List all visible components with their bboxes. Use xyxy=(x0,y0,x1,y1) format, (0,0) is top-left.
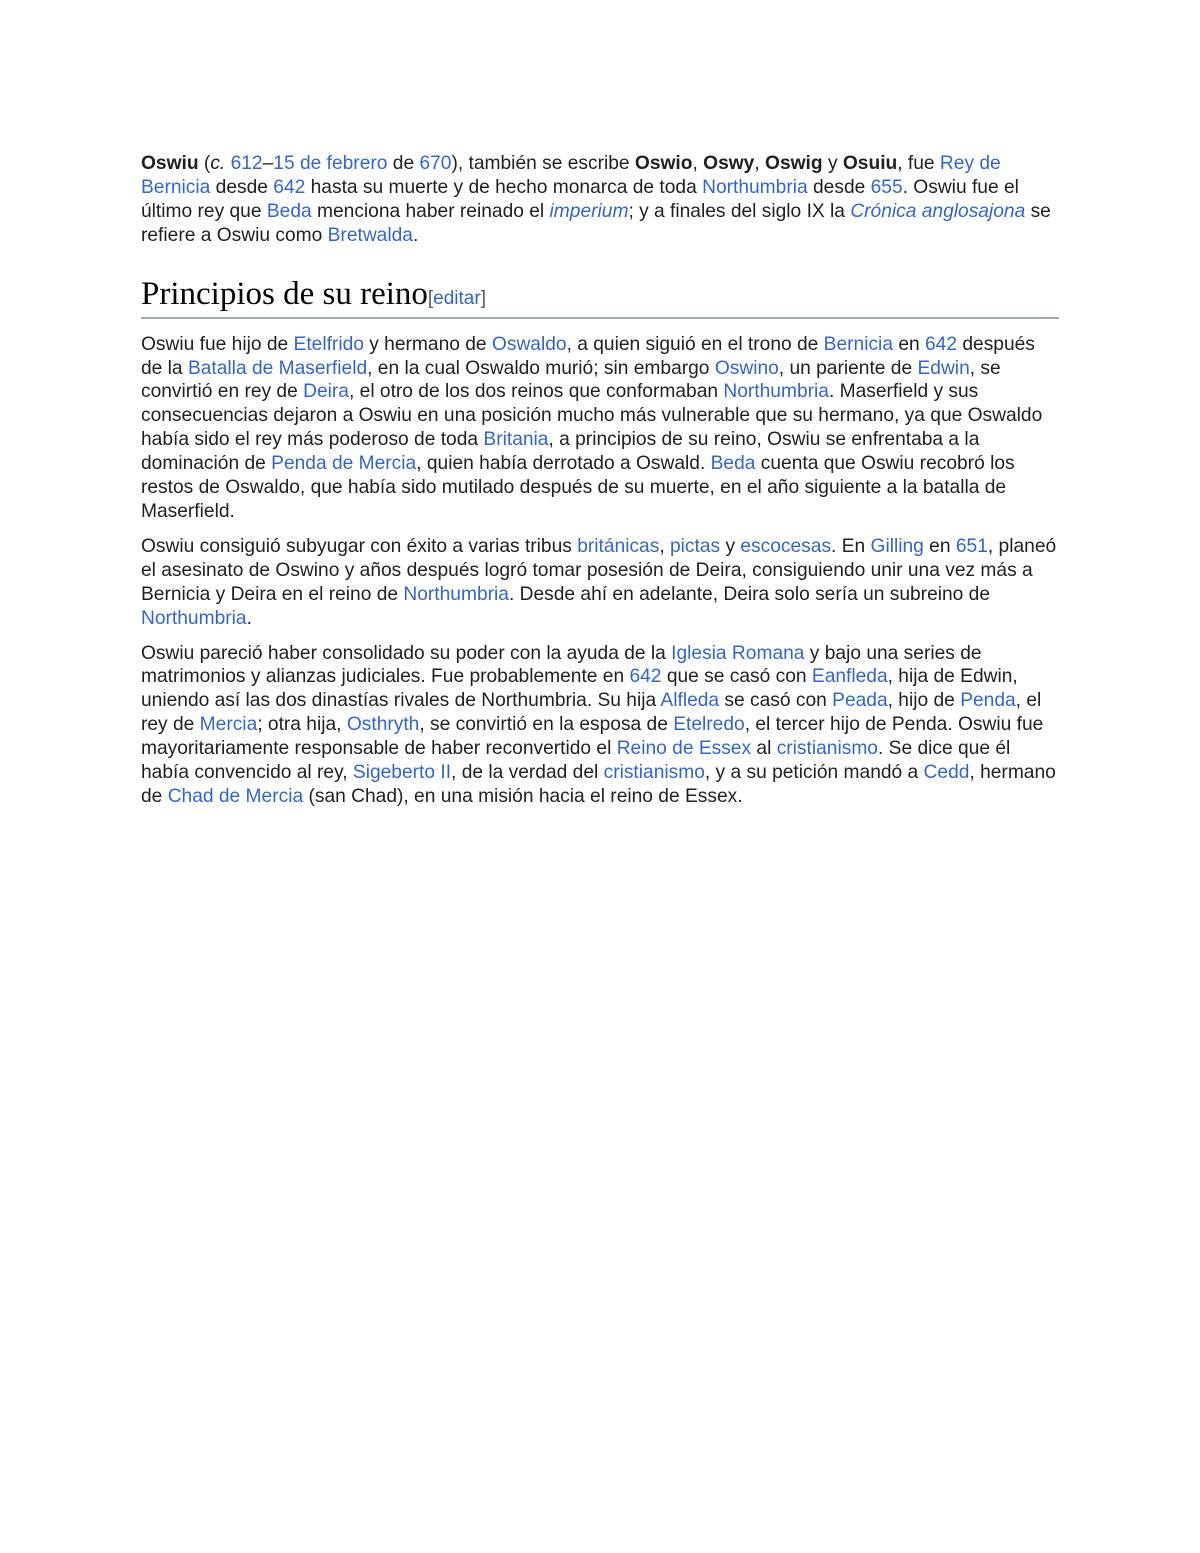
link-chad-de-mercia[interactable]: Chad de Mercia xyxy=(167,785,304,807)
text: . Se dice que él había convencido al rey, xyxy=(141,738,1011,784)
text: (san Chad), en una misión hacia el reino de Essex. xyxy=(303,785,743,807)
link-pictas[interactable]: pictas xyxy=(670,535,721,557)
section-title: Principios de su reino xyxy=(141,275,428,312)
link-northumbria[interactable]: Northumbria xyxy=(403,583,509,605)
text: en xyxy=(893,333,926,355)
text: , en la cual Oswaldo murió; sin embargo xyxy=(367,357,715,379)
bold-name: Oswio xyxy=(634,153,693,174)
link-cedd[interactable]: Cedd xyxy=(923,762,970,784)
text: de xyxy=(387,153,420,174)
text: , hija de Edwin, uniendo así las dos dinastías rivales de Northumbria. Su hija xyxy=(141,666,1018,712)
circa-abbrev: c. xyxy=(210,153,226,174)
link-peada[interactable]: Peada xyxy=(832,690,888,712)
text: , planeó el asesinato de Oswino y años después logró tomar posesión de Deira, consiguiendo unir una vez más a Bernicia y Deira en el reino de xyxy=(141,535,1057,605)
text: la xyxy=(824,200,851,222)
link-642[interactable]: 642 xyxy=(925,333,958,355)
paragraph-1 xyxy=(141,333,1059,524)
link-cronica-anglosajona[interactable] xyxy=(850,201,1025,222)
text: , y a su petición mandó a xyxy=(704,762,924,784)
link-15-de-febrero[interactable]: 15 de febrero xyxy=(273,153,388,174)
link-612[interactable]: 612 xyxy=(230,153,263,174)
link-bretwalda[interactable]: Bretwalda xyxy=(327,224,413,246)
text: – xyxy=(262,153,274,174)
link-escocesas[interactable]: escocesas xyxy=(740,535,832,557)
text: ; otra hija, xyxy=(257,714,347,736)
text: cuenta que Oswiu recobró los restos de Oswaldo, que había sido mutilado después de su muerte, en el año siguiente a la batalla de Maserfield. xyxy=(141,453,1015,522)
text: ), también se escribe xyxy=(451,153,635,174)
edit-section-link[interactable]: editar xyxy=(433,287,481,309)
text: Oswiu pareció haber consolidado su poder con la ayuda de la xyxy=(141,642,672,664)
link-oswino[interactable]: Oswino xyxy=(714,357,779,379)
text: al xyxy=(751,738,777,760)
link-651[interactable]: 651 xyxy=(955,535,988,557)
link-642[interactable]: 642 xyxy=(273,176,306,198)
text: . xyxy=(412,224,419,246)
text: . Desde ahí en adelante, Deira solo sería un subreino de xyxy=(508,583,991,605)
text: que se casó con xyxy=(661,666,812,688)
link-britanicas[interactable]: británicas xyxy=(577,535,660,557)
text: . Oswiu fue el último rey que xyxy=(141,176,1019,222)
text: se casó con xyxy=(719,690,833,712)
text: ; y a finales del siglo xyxy=(628,200,807,222)
link-imperium-text: imperium xyxy=(549,200,629,222)
link-cristianismo[interactable]: cristianismo xyxy=(603,762,705,784)
link-rey-de-bernicia[interactable]: Rey de Bernicia xyxy=(141,153,1001,198)
link-northumbria[interactable]: Northumbria xyxy=(723,381,829,403)
link-bernicia[interactable]: Bernicia xyxy=(823,333,893,355)
link-alfleda[interactable]: Alfleda xyxy=(660,690,720,712)
text: , se convirtió en rey de xyxy=(141,357,1001,403)
text: y hermano de xyxy=(363,333,492,355)
link-oswaldo[interactable]: Oswaldo xyxy=(491,333,567,355)
text: , xyxy=(692,153,704,174)
link-cronica-text: Crónica anglosajona xyxy=(850,200,1026,222)
text: , hijo de xyxy=(887,690,961,712)
link-etelredo[interactable]: Etelredo xyxy=(673,714,745,736)
link-deira[interactable]: Deira xyxy=(303,381,349,403)
text: , fue xyxy=(897,153,940,174)
intro-paragraph xyxy=(141,152,1059,248)
text: , de la verdad del xyxy=(451,762,604,784)
text: , se convirtió en la esposa de xyxy=(419,714,674,736)
text: , xyxy=(754,153,766,174)
text: y xyxy=(720,535,741,557)
text: , hermano de xyxy=(141,762,1056,807)
link-mercia[interactable]: Mercia xyxy=(199,714,258,736)
text: , quien había derrotado a Oswald. xyxy=(416,453,711,475)
text: . xyxy=(246,607,252,629)
paragraph-2 xyxy=(141,535,1059,631)
link-sigeberto-ii[interactable]: Sigeberto II xyxy=(352,762,452,784)
link-cristianismo[interactable]: cristianismo xyxy=(776,738,878,760)
text: en xyxy=(923,535,956,557)
text: después de la xyxy=(141,333,1035,379)
section-heading xyxy=(141,274,1059,319)
link-britania[interactable]: Britania xyxy=(483,429,549,451)
link-northumbria[interactable]: Northumbria xyxy=(702,176,808,198)
link-penda-de-mercia[interactable]: Penda de Mercia xyxy=(271,453,417,475)
text: Oswiu consiguió subyugar con éxito a varias tribus xyxy=(141,535,578,557)
link-beda[interactable]: Beda xyxy=(266,200,312,222)
text: , un pariente de xyxy=(778,357,918,379)
link-655[interactable]: 655 xyxy=(870,176,903,198)
link-iglesia-romana[interactable]: Iglesia Romana xyxy=(671,642,805,664)
link-osthryth[interactable]: Osthryth xyxy=(346,714,420,736)
link-penda[interactable]: Penda xyxy=(960,690,1016,712)
text: y bajo una series de matrimonios y alianzas judiciales. Fue probablemente en xyxy=(141,642,982,688)
link-eanfleda[interactable]: Eanfleda xyxy=(811,666,888,688)
text: se refiere a Oswiu como xyxy=(141,200,1051,246)
text: y xyxy=(822,153,843,174)
link-etelfrido[interactable]: Etelfrido xyxy=(293,333,364,355)
text: hasta su muerte y de hecho monarca de toda xyxy=(305,176,703,198)
bold-name: Oswig xyxy=(765,153,823,174)
link-gilling[interactable]: Gilling xyxy=(870,535,924,557)
edit-bracket-close: ] xyxy=(480,287,486,309)
bold-name: Oswiu xyxy=(141,153,199,174)
text: Oswiu fue hijo de xyxy=(141,333,294,355)
bold-name: Osuiu xyxy=(842,153,898,174)
text: desde xyxy=(807,176,871,198)
text: , a quien siguió en el trono de xyxy=(566,333,824,355)
text: . Maserfield y sus consecuencias dejaron a Oswiu en una posición mucho más vulnerable que su hermano, ya que Oswaldo había sido el rey más poderoso de toda xyxy=(141,381,1043,451)
text: desde xyxy=(210,176,274,198)
link-beda[interactable]: Beda xyxy=(710,453,756,475)
text: menciona haber reinado el xyxy=(311,200,550,222)
text: , el otro de los dos reinos que conformaban xyxy=(348,381,724,403)
text: , el tercer hijo de Penda. Oswiu fue mayoritariamente responsable de haber reconvertido el xyxy=(141,714,1044,760)
text: , a principios de su reino, Oswiu se enfrentaba a la dominación de xyxy=(141,429,980,475)
bold-name: Oswy xyxy=(703,153,755,174)
link-northumbria[interactable]: Northumbria xyxy=(141,607,247,629)
text: , el rey de xyxy=(141,690,1042,736)
link-batalla-de-maserfield[interactable]: Batalla de Maserfield xyxy=(187,357,368,379)
link-imperium[interactable] xyxy=(550,201,629,222)
link-642[interactable]: 642 xyxy=(629,666,662,688)
text: . En xyxy=(831,535,871,557)
article-page xyxy=(141,152,1059,820)
roman-numeral: IX xyxy=(806,200,825,222)
link-edwin[interactable]: Edwin xyxy=(917,357,970,379)
text: ( xyxy=(198,153,211,174)
text: , xyxy=(659,535,670,557)
link-reino-de-essex[interactable]: Reino de Essex xyxy=(616,738,752,760)
paragraph-3 xyxy=(141,642,1059,809)
link-670[interactable]: 670 xyxy=(419,153,452,174)
edit-bracket-open: [ xyxy=(427,287,434,309)
